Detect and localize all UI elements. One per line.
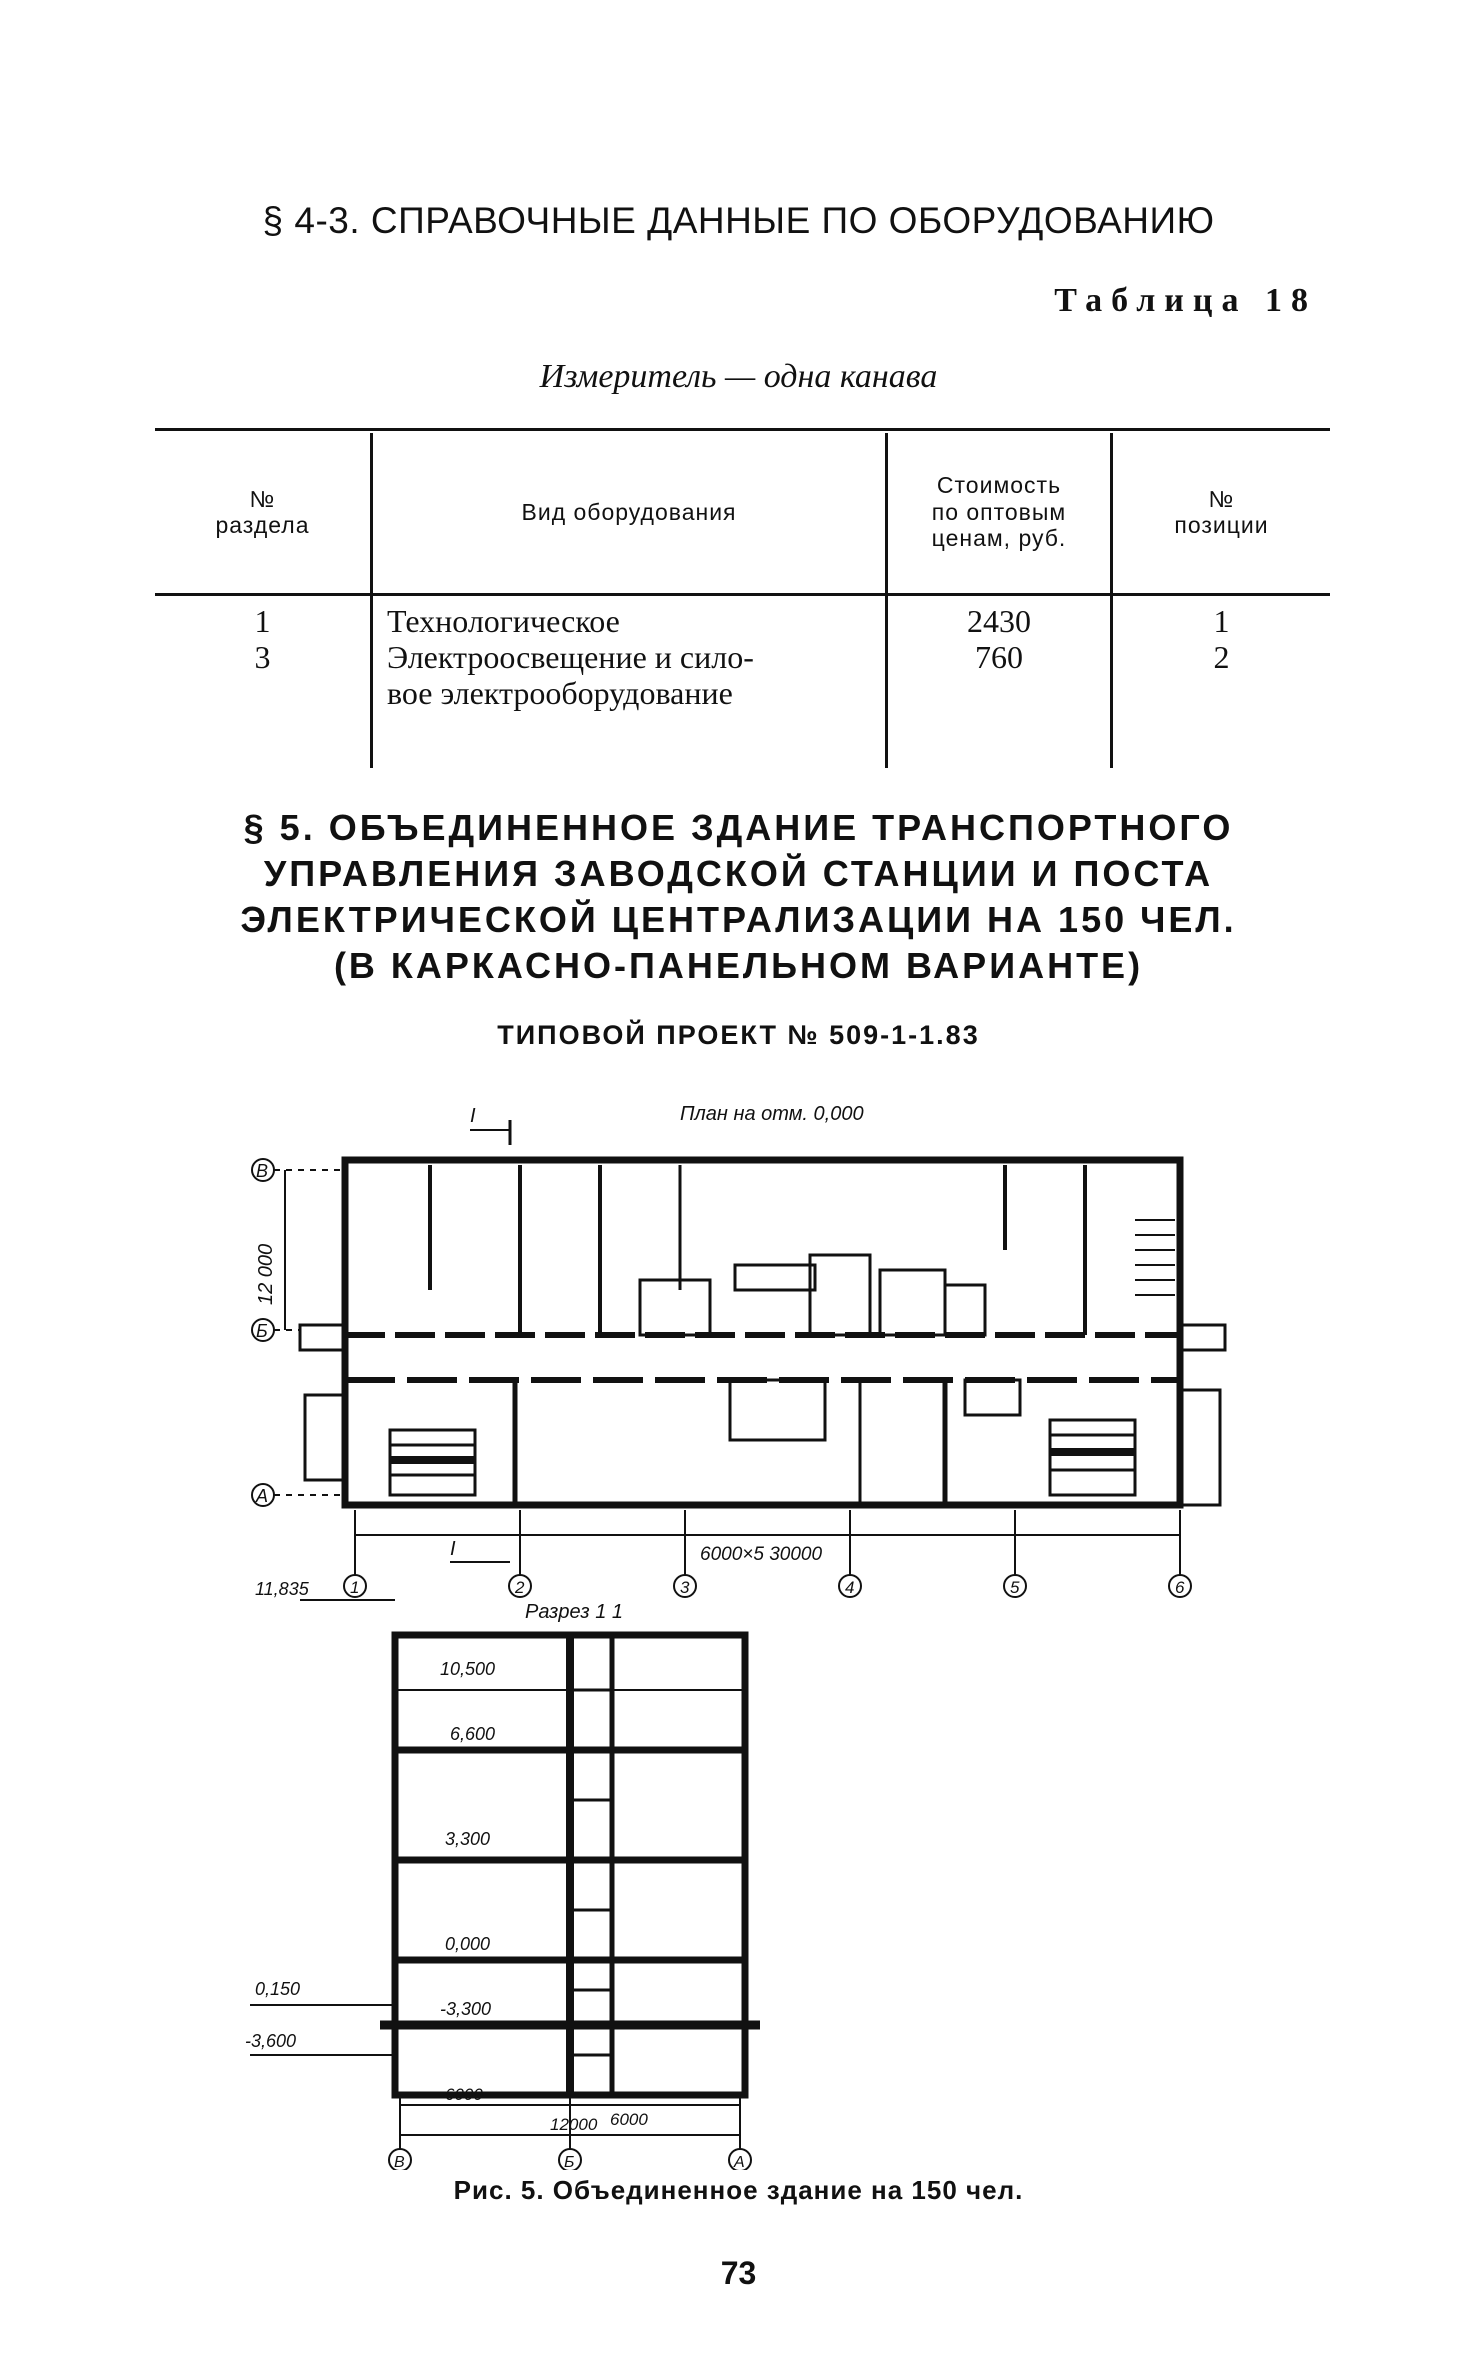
plan-title: План на отм. 0,000 bbox=[680, 1103, 864, 1125]
figure-caption: Рис. 5. Объединенное здание на 150 чел. bbox=[453, 2175, 1024, 2205]
section-title: § 4-3. СПРАВОЧНЫЕ ДАННЫЕ ПО ОБОРУДОВАНИЮ bbox=[262, 200, 1215, 241]
section-mark-top: I bbox=[470, 1105, 476, 1127]
level-0000: 0,000 bbox=[445, 1934, 491, 1954]
column-position-values bbox=[1113, 603, 1330, 675]
level-roof: 11,835 bbox=[255, 1579, 309, 1599]
table-cell: 760 bbox=[975, 639, 1023, 675]
plan-height-dimension: 12 000 bbox=[255, 1243, 277, 1305]
column-equipment-values bbox=[387, 603, 882, 711]
axis-row-v: В bbox=[256, 1161, 269, 1181]
building-drawing bbox=[0, 1090, 1477, 2170]
equipment-table bbox=[155, 428, 1330, 773]
floor-plan bbox=[252, 1103, 1225, 1597]
axis-row-b: Б bbox=[256, 1321, 268, 1341]
section-5-heading: § 5. ОБЪЕДИНЕННОЕ ЗДАНИЕ ТРАНСПОРТНОГО УПРАВЛЕНИЯ ЗАВОДСКОЙ СТАНЦИИ И ПОСТА ЭЛЕКТРИЧЕСКОЙ ЦЕНТРАЛИЗАЦИИ НА 150 ЧЕЛ. (В КАРКАСНО-ПАНЕЛЬНОМ ВАРИАНТЕ) bbox=[240, 807, 1237, 986]
section-mark-bottom: I bbox=[450, 1538, 456, 1560]
table-cell: 2 bbox=[1213, 639, 1230, 675]
section-dim-right: 6000 bbox=[610, 2110, 648, 2129]
page-number: 73 bbox=[720, 2255, 757, 2291]
level-10500: 10,500 bbox=[440, 1659, 496, 1679]
table-cell: вое электрооборудование bbox=[387, 675, 733, 711]
cross-section bbox=[245, 1579, 760, 2170]
plan-length-dimension: 6000×5 30000 bbox=[700, 1544, 823, 1565]
axis-row-a: А bbox=[256, 1486, 269, 1506]
table-cell: 3 bbox=[254, 639, 271, 675]
axis-col-3: 3 bbox=[680, 1578, 690, 1597]
table-cell: 2430 bbox=[967, 603, 1031, 639]
level-6600: 6,600 bbox=[450, 1724, 496, 1744]
table-cell: Технологическое bbox=[387, 603, 620, 639]
measure-unit: Измеритель — одна канава bbox=[539, 358, 938, 395]
header-section-number: № раздела bbox=[215, 485, 310, 538]
axis-col-2: 2 bbox=[515, 1578, 525, 1597]
header-equipment-type: Вид оборудования bbox=[521, 498, 737, 525]
section-dim-total: 12000 bbox=[550, 2115, 598, 2134]
header-position-number: № позиции bbox=[1174, 485, 1269, 538]
table-cell: Электроосвещение и сило- bbox=[387, 639, 754, 675]
axis-col-6: 6 bbox=[1175, 1578, 1185, 1597]
level-ground: 0,150 bbox=[255, 1979, 301, 1999]
column-section-values bbox=[155, 603, 370, 675]
axis-col-4: 4 bbox=[845, 1578, 855, 1597]
column-cost-values bbox=[888, 603, 1110, 675]
axis-col-5: 5 bbox=[1010, 1578, 1020, 1597]
level-3300: 3,300 bbox=[445, 1829, 491, 1849]
table-label: Таблица 18 bbox=[1054, 282, 1317, 319]
section-axis-v: В bbox=[394, 2154, 405, 2170]
level-minus-3300: -3,300 bbox=[440, 1999, 492, 2019]
section-title: Разрез 1 1 bbox=[525, 1601, 623, 1623]
table-cell: 1 bbox=[254, 603, 271, 639]
table-cell: 1 bbox=[1213, 603, 1230, 639]
project-label: ТИПОВОЙ ПРОЕКТ № 509-1-1.83 bbox=[497, 1020, 980, 1050]
level-foundation: -3,600 bbox=[245, 2031, 297, 2051]
header-cost: Стоимость по оптовым ценам, руб. bbox=[931, 472, 1067, 552]
axis-col-1: 1 bbox=[350, 1578, 360, 1597]
section-axis-b: Б bbox=[564, 2154, 575, 2170]
section-axis-a: А bbox=[734, 2154, 745, 2170]
section-dim-left: 6000 bbox=[445, 2085, 483, 2104]
